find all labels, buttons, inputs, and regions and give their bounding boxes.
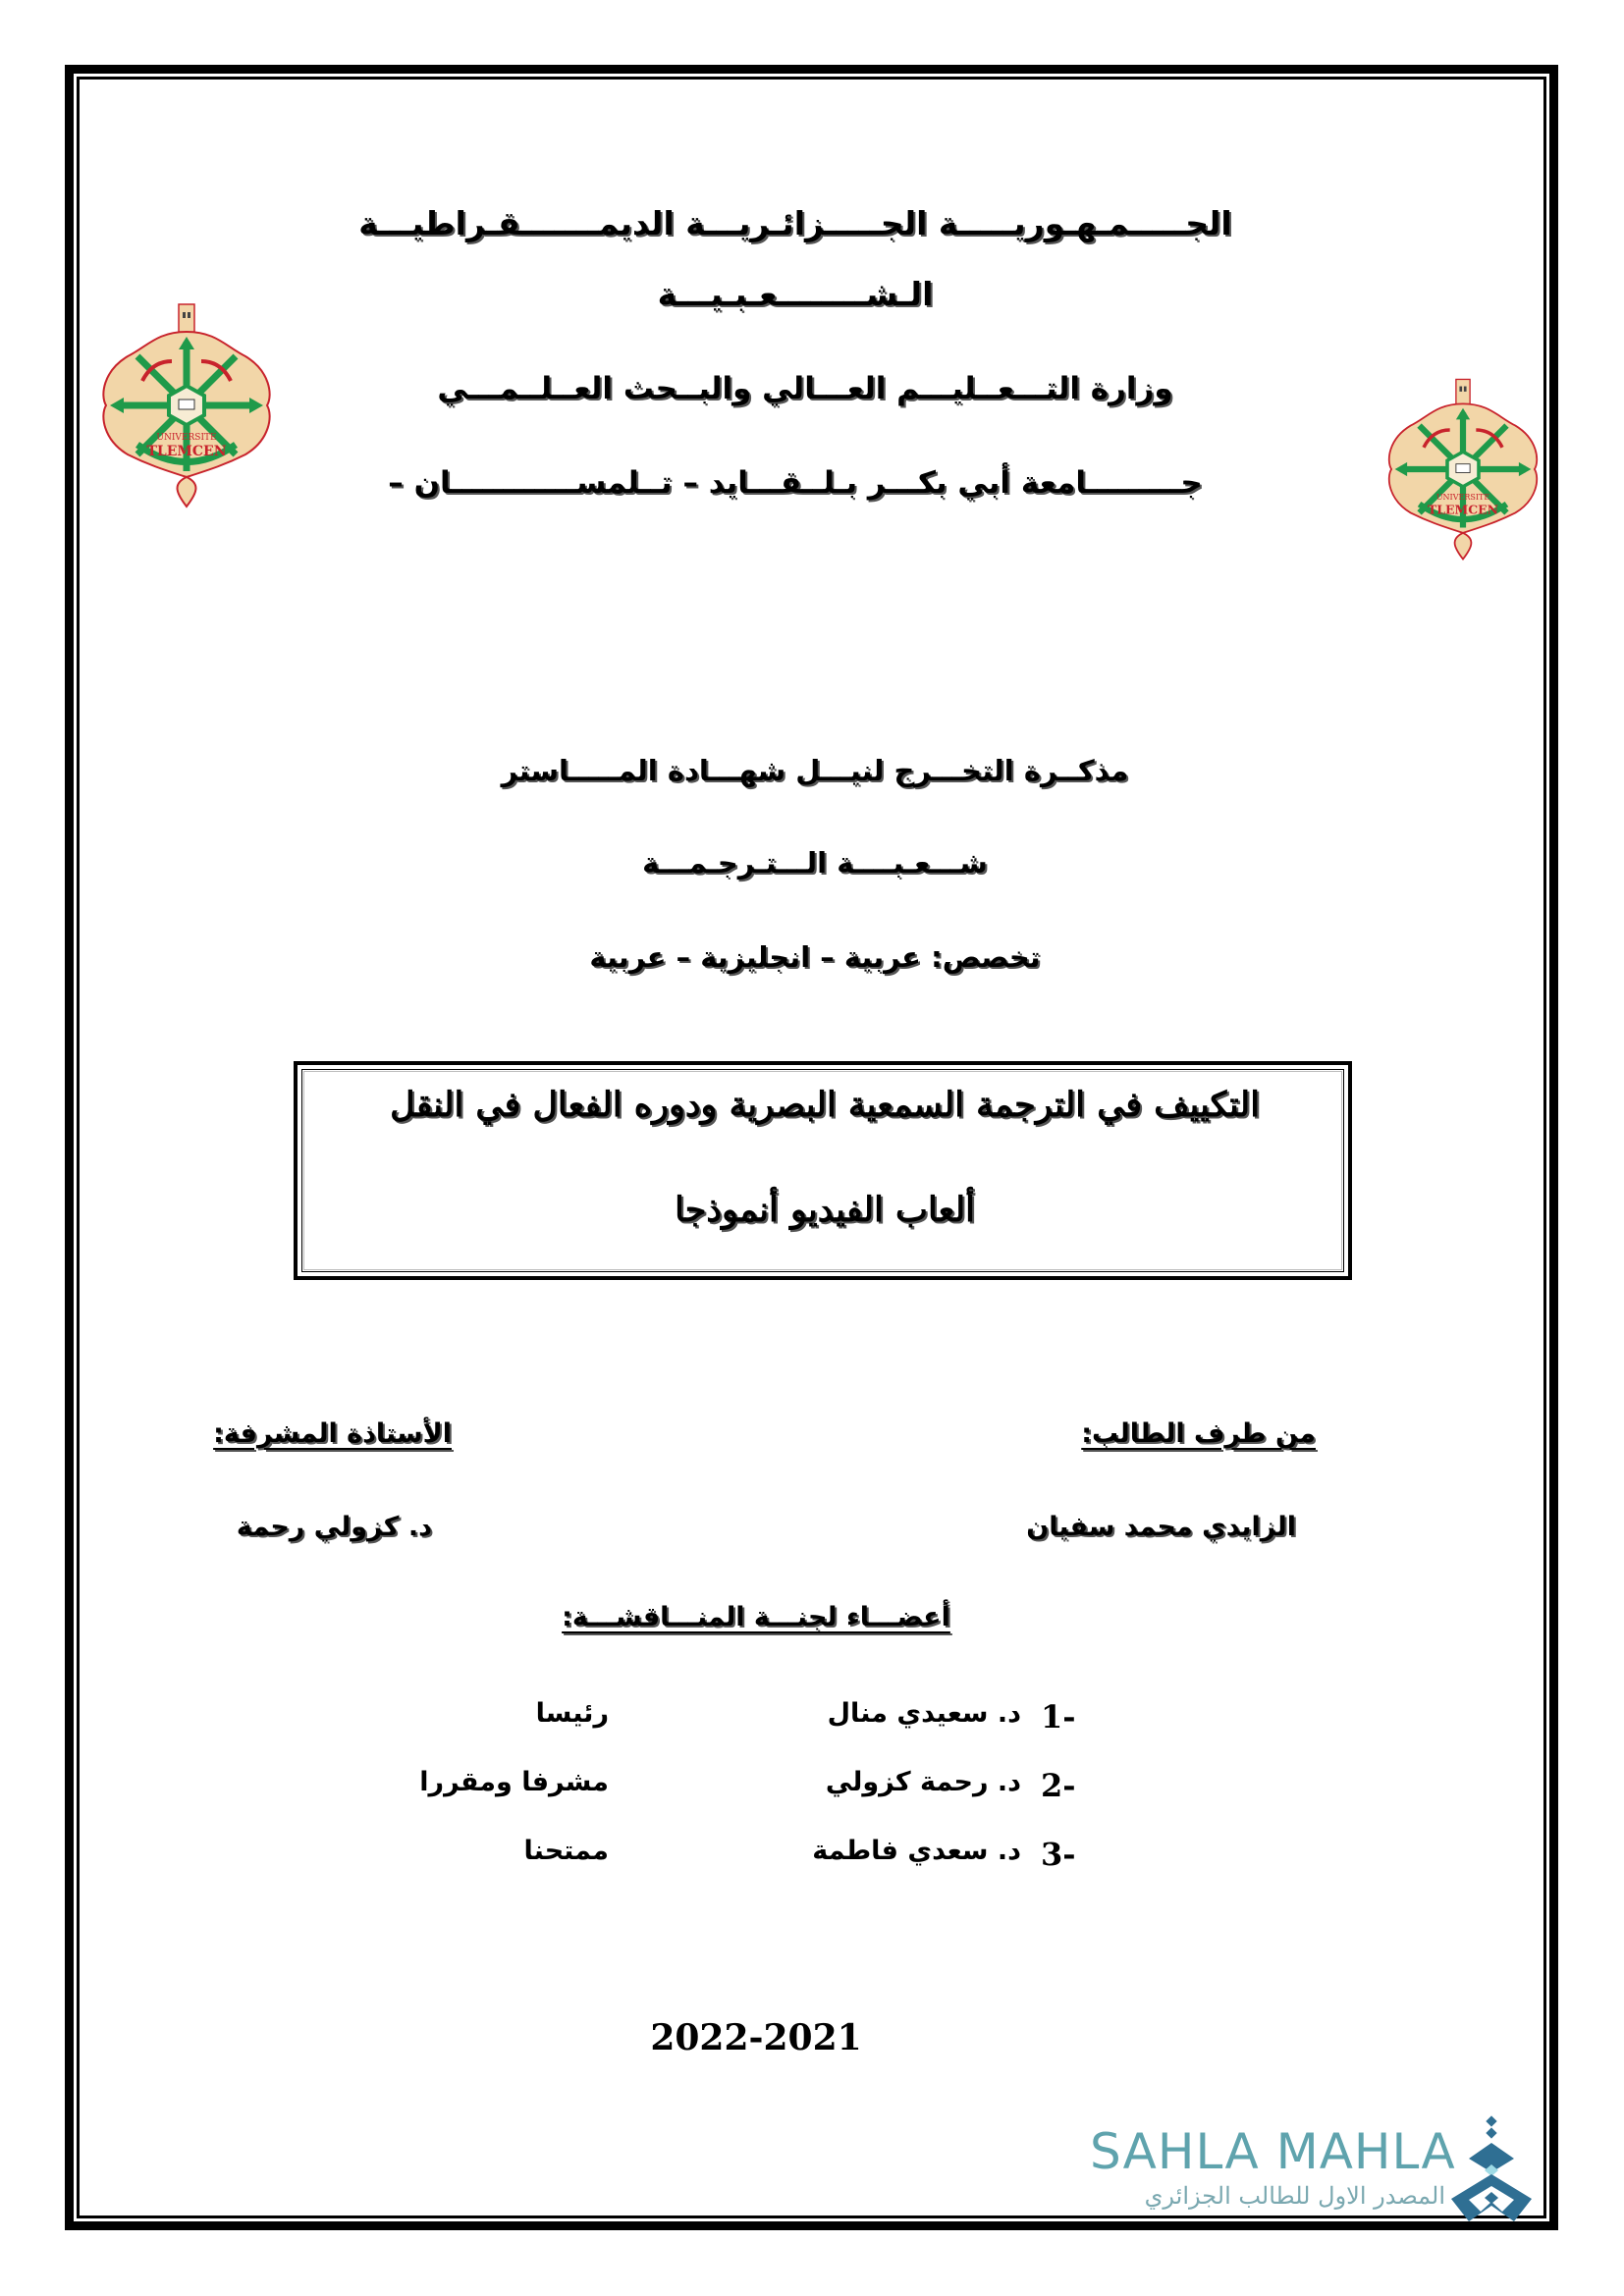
committee-member-role: مشرفا ومقررا <box>419 1767 609 1797</box>
tlemcen-emblem-icon <box>98 302 275 508</box>
university-logo-left <box>98 302 275 508</box>
branch-heading: شـــعـبــــة الـــتـرجـمـــة <box>642 846 988 880</box>
committee-member-name: د. رحمة كزولي <box>825 1767 1021 1797</box>
watermark-brand: SAHLA MAHLA <box>1090 2123 1456 2180</box>
committee-member-role: رئيسا <box>535 1698 609 1729</box>
committee-member-name: د. سعيدي منال <box>827 1698 1021 1729</box>
svg-text:UNIVERSITE: UNIVERSITE <box>1435 493 1490 503</box>
academic-year: 2022-2021 <box>650 2017 862 2058</box>
committee-member-number: 1- <box>1041 1698 1076 1735</box>
watermark-tagline: المصدر الاول للطالب الجزائري <box>1144 2182 1445 2210</box>
committee-member-role: ممتحنا <box>523 1836 609 1866</box>
committee-member-number: 2- <box>1041 1767 1076 1804</box>
ministry-name: وزارة التـــعــليـــم العـــالي والبــحث العــلــمـــي <box>437 371 1173 406</box>
republic-name-line2: الـشــــــــعـبـيـــة <box>657 275 934 313</box>
republic-name-line1: الجـــــمـهـوريـــــة الجـــــزائـريـــة الديمـــــــقـراطيـــة <box>358 204 1232 242</box>
svg-text:TLEMCEN: TLEMCEN <box>1428 502 1498 517</box>
committee-label: أعضـــاء لجنـــة المنـــاقشـــة: <box>562 1602 950 1632</box>
university-name: جـــــــــامعة أبي بكـــر بـلــقـــايد – تــلمســــــــــــان – <box>388 465 1203 501</box>
memo-heading: مذكــرة التخـــرج لنيـــل شهـــادة المـــــاستر <box>501 754 1129 787</box>
sahla-mahla-logo-icon <box>1443 2115 1542 2223</box>
supervisor-label: الأستاذة المشرفة: <box>213 1418 452 1449</box>
thesis-title-line1: التكييف في الترجمة السمعية البصرية ودوره الفعال في النقل <box>390 1085 1260 1125</box>
student-name: الزايدي محمد سفيان <box>1026 1512 1296 1542</box>
sahla-mahla-watermark <box>1090 2115 1542 2223</box>
student-label: من طرف الطالب: <box>1081 1418 1316 1449</box>
committee-member-number: 3- <box>1041 1836 1076 1873</box>
supervisor-name: د. كزولي رحمة <box>236 1512 432 1542</box>
svg-text:UNIVERSITE: UNIVERSITE <box>156 433 217 443</box>
thesis-title-line2: ألعاب الفيديو أنموذجا <box>675 1190 975 1230</box>
specialty-heading: تخصص: عربية – انجليزية – عربية <box>589 940 1041 974</box>
university-logo-right <box>1384 371 1542 567</box>
svg-text:TLEMCEN: TLEMCEN <box>146 444 227 459</box>
tlemcen-emblem-icon <box>1384 371 1542 567</box>
committee-member-name: د. سعدي فاطمة <box>812 1836 1021 1866</box>
